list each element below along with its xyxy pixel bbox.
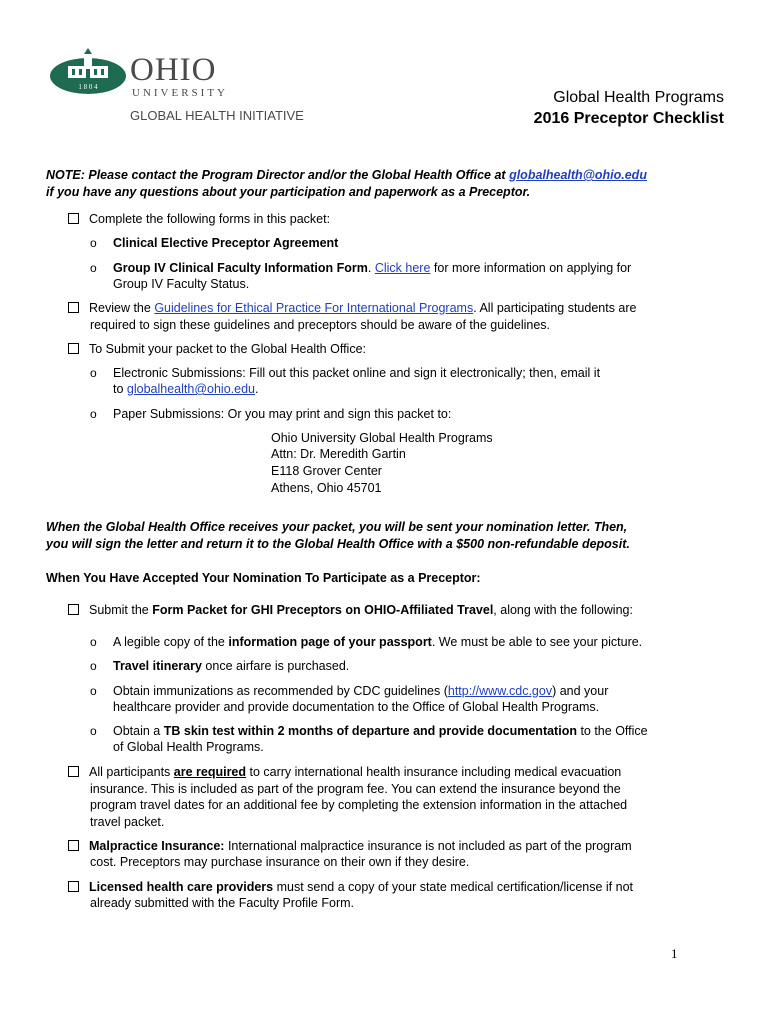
page-title-line1: Global Health Programs	[553, 89, 724, 106]
contact-note	[46, 167, 736, 201]
form2-line2: Group IV Faculty Status.	[113, 277, 250, 291]
review-b: . All participating students are	[473, 301, 637, 315]
ins-bold: are required	[173, 765, 247, 779]
address-line: Athens, Ohio 45701	[271, 481, 382, 495]
checkbox-icon	[68, 881, 79, 892]
guidelines-link[interactable]: Guidelines for Ethical Practice For International Programs	[154, 301, 474, 315]
logo-wordmark: OHIO	[130, 52, 217, 88]
checklist-item-submit-form-packet	[68, 602, 633, 618]
paper-submission: Paper Submissions: Or you may print and sign this packet to:	[113, 407, 452, 421]
immunization-item	[113, 683, 608, 699]
logo-year: 1 8 0 4	[78, 83, 98, 91]
tb-b: to the Office	[576, 724, 648, 738]
checkbox-icon	[68, 213, 79, 224]
sub-bullet: o	[90, 261, 97, 275]
submit-packet-label: To Submit your packet to the Global Health Office:	[89, 342, 366, 356]
tb-a: Obtain a	[113, 724, 164, 738]
tb-test-line2: of Global Health Programs.	[113, 740, 264, 754]
sub-bullet: o	[90, 684, 97, 698]
submit-a: Submit the	[89, 603, 153, 617]
passport-b: . We must be able to see your picture.	[431, 635, 643, 649]
itinerary-bold: Travel itinerary	[113, 659, 202, 673]
checklist-item-submit-packet	[68, 341, 366, 357]
passport-a: A legible copy of the	[113, 635, 229, 649]
address-line: Ohio University Global Health Programs	[271, 431, 493, 445]
checklist-item-review-guidelines	[68, 300, 637, 316]
form2-rest: for more information on applying for	[430, 261, 632, 275]
checkbox-icon	[68, 302, 79, 313]
review-line2: required to sign these guidelines and preceptors should be aware of the guidelines.	[90, 318, 551, 332]
itinerary-rest: once airfare is purchased.	[201, 659, 350, 673]
checklist-item-insurance	[68, 764, 621, 780]
sub-bullet: o	[90, 659, 97, 673]
checklist-item-licensed	[68, 879, 633, 895]
nomination-note-line2: you will sign the letter and return it to the Global Health Office with a $500 non-refundable deposit.	[46, 537, 630, 551]
item-label: Complete the following forms in this packet:	[89, 212, 331, 226]
note-text-a: NOTE: Please contact the Program Director and/or the Global Health Office at	[46, 168, 510, 182]
lic-rest: must send a copy of your state medical certification/license if not	[273, 880, 634, 894]
sub-bullet: o	[90, 366, 97, 380]
form2-dot: .	[367, 261, 375, 275]
tb-test-item	[113, 723, 648, 739]
mal-line2: cost. Preceptors may purchase insurance on their own if they desire.	[90, 855, 470, 869]
electronic-submission: Electronic Submissions: Fill out this packet online and sign it electronically; then, email it	[113, 366, 601, 380]
note-text-b: if you have any questions about your participation and paperwork as a Preceptor.	[46, 185, 531, 199]
ins-b: to carry international health insurance including medical evacuation	[246, 765, 622, 779]
address-line: E118 Grover Center	[271, 464, 382, 478]
logo-university: UNIVERSITY	[132, 87, 228, 99]
logo-initiative: GLOBAL HEALTH INITIATIVE	[130, 108, 304, 123]
ins-line3: program travel dates for an additional fee by completing the extension information in the attached	[90, 798, 628, 812]
electronic-email-link[interactable]: globalhealth@ohio.edu	[126, 382, 255, 396]
click-here-link[interactable]: Click here	[374, 261, 431, 275]
electronic-to: to	[113, 382, 127, 396]
itinerary-item	[113, 658, 349, 674]
ohio-university-logo	[48, 48, 128, 98]
nomination-note-line1: When the Global Health Office receives your packet, you will be sent your nomination letter. Then,	[46, 520, 628, 534]
checkbox-icon	[68, 766, 79, 777]
checklist-item-complete-forms	[68, 211, 330, 227]
passport-bold: information page of your passport	[228, 635, 432, 649]
checkbox-icon	[68, 604, 79, 615]
checklist-item-malpractice	[68, 838, 632, 854]
lic-bold: Licensed health care providers	[89, 880, 274, 894]
sub-bullet: o	[90, 236, 97, 250]
section-heading: When You Have Accepted Your Nomination To Participate as a Preceptor:	[46, 571, 481, 585]
sub-bullet: o	[90, 407, 97, 421]
mal-rest: International malpractice insurance is not included as part of the program	[224, 839, 632, 853]
immun-a: Obtain immunizations as recommended by CDC guidelines (	[113, 684, 448, 698]
form-preceptor-agreement	[113, 235, 338, 251]
checkbox-icon	[68, 343, 79, 354]
sub-bullet: o	[90, 635, 97, 649]
page-title-line2: 2016 Preceptor Checklist	[533, 110, 724, 127]
cdc-link[interactable]: http://www.cdc.gov	[447, 684, 553, 698]
form-group-iv	[113, 260, 631, 276]
form2-label: Group IV Clinical Faculty Information Form	[113, 261, 368, 275]
immun-b: ) and your	[552, 684, 609, 698]
mal-bold: Malpractice Insurance:	[89, 839, 225, 853]
electronic-end: .	[254, 382, 259, 396]
review-a: Review the	[89, 301, 155, 315]
ins-line2: insurance. This is included as part of the program fee. You can extend the insurance beyond the	[90, 782, 621, 796]
electronic-submission-line2	[113, 381, 258, 397]
ins-line4: travel packet.	[90, 815, 165, 829]
ins-a: All participants	[89, 765, 174, 779]
submit-b: , along with the following:	[493, 603, 633, 617]
passport-item	[113, 634, 642, 650]
note-email-link[interactable]: globalhealth@ohio.edu	[509, 168, 647, 182]
submit-bold: Form Packet for GHI Preceptors on OHIO-Affiliated Travel	[152, 603, 494, 617]
lic-line2: already submitted with the Faculty Profile Form.	[90, 896, 354, 910]
form1-label: Clinical Elective Preceptor Agreement	[113, 236, 339, 250]
immunization-line2: healthcare provider and provide documentation to the Office of Global Health Programs.	[113, 700, 600, 714]
checkbox-icon	[68, 840, 79, 851]
page-number: 1	[671, 946, 678, 961]
sub-bullet: o	[90, 724, 97, 738]
address-line: Attn: Dr. Meredith Gartin	[271, 447, 406, 461]
building-seal-icon	[48, 48, 128, 98]
tb-bold: TB skin test within 2 months of departure and provide documentation	[163, 724, 577, 738]
